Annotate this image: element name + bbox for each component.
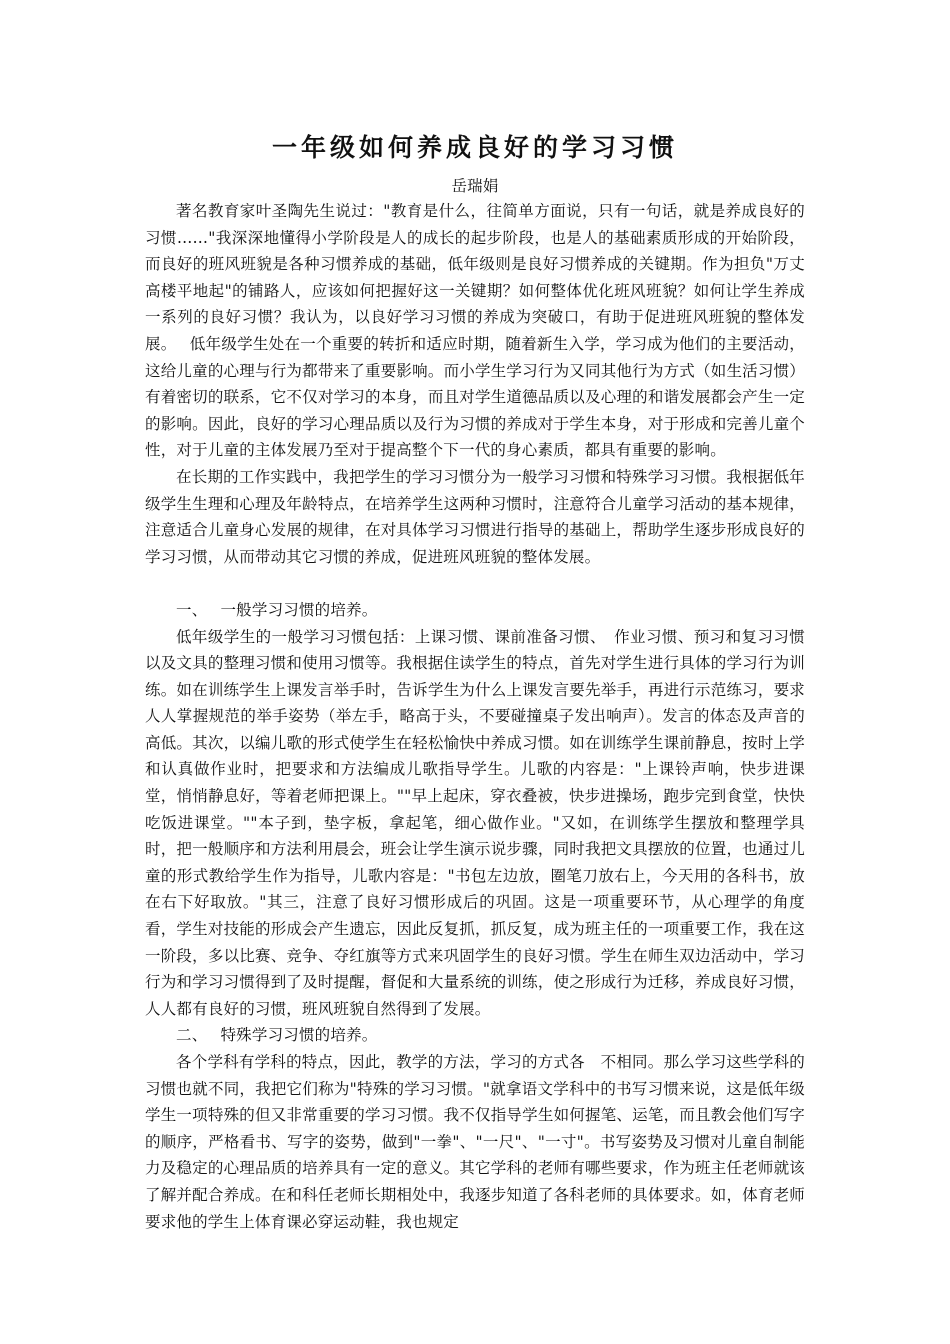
body-paragraph: 各个学科有学科的特点，因此，教学的方法，学习的方式各 不相同。那么学习这些学科的习惯也就不同，我把它们称为"特殊的学习习惯。"就拿语文学科中的书写习惯来说，这是低年级学生一项特殊的但又非常重要的学习习惯。我不仅指导学生如何握笔、运笔，而且教会他们写字的顺序，严格看书、写字的姿势，做到"一拳"、"一尺"、"一寸"。书写姿势及习惯对儿童自制能力及稳定的心理品质的培养具有一定的意义。其它学科的老师有哪些要求，作为班主任老师就该了解并配合养成。在和科任老师长期相处中，我逐步知道了各科老师的具体要求。如，体育老师要求他的学生上体育课必穿运动鞋，我也规定 [145,1053,805,1231]
body-paragraph: 低年级学生的一般学习习惯包括：上课习惯、课前准备习惯、 作业习惯、预习和复习习惯以及文具的整理习惯和使用习惯等。我根据住读学生的特点，首先对学生进行具体的学习行为训练。如在训练学生上课发言举手时，告诉学生为什么上课发言要先举手，再进行示范练习，要求人人掌握规范的举手姿势（举左手，略高于头，不要碰撞桌子发出响声）。发言的体态及声音的高低。其次，以编儿歌的形式使学生在轻松愉快中养成习惯。如在训练学生课前静息，按时上学和认真做作业时，把要求和方法编成儿歌指导学生。儿歌的内容是："上课铃声响，快步进课堂，悄悄静息好，等着老师把课上。""早上起床，穿衣叠被，快步进操场，跑步完到食堂，快快吃饭进课堂。""本子到，垫字板，拿起笔，细心做作业。"又如，在训练学生摆放和整理学具时，把一般顺序和方法利用晨会，班会让学生演示说步骤，同时我把文具摆放的位置，也通过儿童的形式教给学生作为指导，儿歌内容是："书包左边放，圈笔刀放右上，今天用的各科书，放在右下好取放。"其三，注意了良好习惯形成后的巩固。这是一项重要环节，从心理学的角度看，学生对技能的形成会产生遗忘，因此反复抓，抓反复，成为班主任的一项重要工作，我在这一阶段，多以比赛、竞争、夺红旗等方式来巩固学生的良好习惯。学生在师生双边活动中，学习行为和学习习惯得到了及时提醒，督促和大量系统的训练，使之形成行为迁移，养成良好习惯，人人都有良好的习惯，班风班貌自然得到了发展。 [145,627,805,1018]
body-paragraph: 著名教育家叶圣陶先生说过："教育是什么，往简单方面说，只有一句话，就是养成良好的习惯……"我深深地懂得小学阶段是人的成长的起步阶段，也是人的基础素质形成的开始阶段，而良好的班风班貌是各种习惯养成的基础，低年级则是良好习惯养成的关键期。作为担负"万丈高楼平地起"的铺路人，应该如何把握好这一关键期？如何整体优化班风班貌？如何让学生养成一系列的良好习惯？我认为，以良好学习习惯的养成为突破口，有助于促进班风班貌的整体发展。 低年级学生处在一个重要的转折和适应时期，随着新生入学，学习成为他们的主要活动，这给儿童的心理与行为都带来了重要影响。而小学生学习行为又同其他行为方式（如生活习惯）有着密切的联系，它不仅对学习的本身，而且对学生道德品质以及心理的和谐发展都会产生一定的影响。因此，良好的学习心理品质以及行为习惯的养成对于学生本身，对于形成和完善儿童个性，对于儿童的主体发展乃至对于提高整个下一代的身心素质，都具有重要的影响。 [145,202,805,460]
document-author: 岳瑞娟 [451,177,499,195]
document-page [145,126,805,1235]
body-paragraph: 在长期的工作实践中，我把学生的学习习惯分为一般学习习惯和特殊学习习惯。我根据低年级学生生理和心理及年龄特点，在培养学生这两种习惯时，注意符合儿童学习活动的基本规律，注意适合儿童身心发展的规律，在对具体学习习惯进行指导的基础上，帮助学生逐步形成良好的学习习惯，从而带动其它习惯的养成，促进班风班貌的整体发展。 [145,467,805,566]
section-heading: 二、 特殊学习习惯的培养。 [176,1026,378,1045]
blank-line [145,570,805,597]
section-heading: 一、 一般学习习惯的培养。 [176,600,378,619]
document-title: 一年级如何养成良好的学习习惯 [271,133,678,162]
